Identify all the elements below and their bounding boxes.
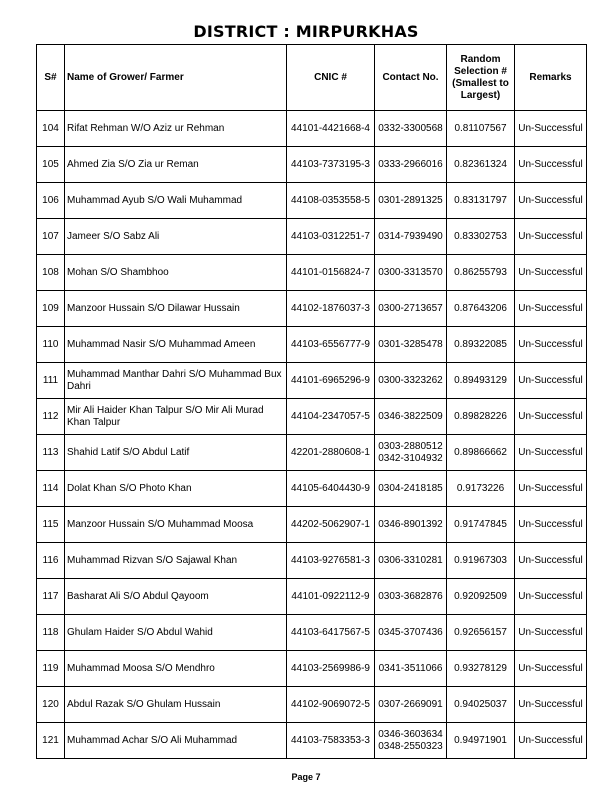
cell-sno: 121 [37,723,65,759]
cell-sno: 111 [37,363,65,399]
cell-name: Muhammad Achar S/O Ali Muhammad [65,723,287,759]
cell-cnic: 44103-6556777-9 [287,327,375,363]
table-header-row [37,45,587,111]
contact-number: 0300-3313570 [378,266,443,278]
cell-cnic: 44101-0922112-9 [287,579,375,615]
contact-number: 0307-2669091 [378,698,443,710]
contact-number: 0301-2891325 [378,194,443,206]
cell-cnic: 44103-6417567-5 [287,615,375,651]
cell-contact [375,363,447,399]
cell-remarks: Un-Successful [515,687,587,723]
cell-remarks: Un-Successful [515,183,587,219]
cell-remarks: Un-Successful [515,543,587,579]
cell-name: Basharat Ali S/O Abdul Qayoom [65,579,287,615]
cell-name: Ghulam Haider S/O Abdul Wahid [65,615,287,651]
header-remarks: Remarks [515,45,587,111]
cell-sno: 118 [37,615,65,651]
cell-name: Mohan S/O Shambhoo [65,255,287,291]
cell-name: Muhammad Manthar Dahri S/O Muhammad Bux Dahri [65,363,287,399]
cell-contact [375,507,447,543]
cell-sno: 109 [37,291,65,327]
contact-number: 0346-3603634 [378,728,443,740]
cell-contact [375,291,447,327]
cell-sno: 112 [37,399,65,435]
contact-number: 0300-3323262 [378,374,443,386]
contact-number: 0300-2713657 [378,302,443,314]
cell-contact [375,651,447,687]
cell-remarks: Un-Successful [515,507,587,543]
cell-remarks: Un-Successful [515,255,587,291]
cell-cnic: 44101-0156824-7 [287,255,375,291]
cell-sno: 114 [37,471,65,507]
cell-random-selection: 0.89866662 [447,435,515,471]
header-contact: Contact No. [375,45,447,111]
contact-number: 0332-3300568 [378,122,443,134]
table-row [37,543,587,579]
cell-name: Ahmed Zia S/O Zia ur Reman [65,147,287,183]
contact-number: 0348-2550323 [378,740,443,752]
cell-contact [375,615,447,651]
cell-random-selection: 0.91967303 [447,543,515,579]
cell-cnic: 44103-2569986-9 [287,651,375,687]
cell-random-selection: 0.89828226 [447,399,515,435]
contact-number: 0333-2966016 [378,158,443,170]
cell-sno: 120 [37,687,65,723]
cell-name: Muhammad Rizvan S/O Sajawal Khan [65,543,287,579]
cell-random-selection: 0.89322085 [447,327,515,363]
cell-name: Muhammad Ayub S/O Wali Muhammad [65,183,287,219]
cell-cnic: 44101-6965296-9 [287,363,375,399]
contact-number: 0342-3104932 [378,452,443,464]
table-row [37,579,587,615]
cell-sno: 106 [37,183,65,219]
cell-contact [375,543,447,579]
page-title: DISTRICT : MIRPURKHAS [193,22,419,41]
cell-contact [375,327,447,363]
contact-number: 0314-7939490 [378,230,443,242]
cell-contact [375,183,447,219]
cell-contact [375,111,447,147]
contact-number: 0345-3707436 [378,626,443,638]
cell-cnic: 44103-0312251-7 [287,219,375,255]
cell-contact [375,723,447,759]
contact-number: 0306-3310281 [378,554,443,566]
cell-random-selection: 0.81107567 [447,111,515,147]
cell-name: Mir Ali Haider Khan Talpur S/O Mir Ali Murad Khan Talpur [65,399,287,435]
cell-remarks: Un-Successful [515,111,587,147]
cell-sno: 105 [37,147,65,183]
cell-random-selection: 0.92092509 [447,579,515,615]
cell-cnic: 44103-9276581-3 [287,543,375,579]
cell-name: Abdul Razak S/O Ghulam Hussain [65,687,287,723]
cell-sno: 107 [37,219,65,255]
contact-number: 0346-3822509 [378,410,443,422]
table-row [37,471,587,507]
header-cnic: CNIC # [287,45,375,111]
cell-random-selection: 0.89493129 [447,363,515,399]
contact-number: 0303-2880512 [378,440,443,452]
cell-random-selection: 0.82361324 [447,147,515,183]
cell-cnic: 42201-2880608-1 [287,435,375,471]
cell-remarks: Un-Successful [515,219,587,255]
cell-cnic: 44101-4421668-4 [287,111,375,147]
cell-cnic: 44104-2347057-5 [287,399,375,435]
table-row [37,723,587,759]
contact-number: 0346-8901392 [378,518,443,530]
table-row [37,147,587,183]
cell-random-selection: 0.92656157 [447,615,515,651]
table-row [37,327,587,363]
cell-cnic: 44105-6404430-9 [287,471,375,507]
cell-sno: 110 [37,327,65,363]
table-row [37,219,587,255]
cell-name: Rifat Rehman W/O Aziz ur Rehman [65,111,287,147]
contact-number: 0341-3511066 [378,662,443,674]
cell-name: Manzoor Hussain S/O Dilawar Hussain [65,291,287,327]
cell-cnic: 44102-9069072-5 [287,687,375,723]
cell-sno: 113 [37,435,65,471]
table-row [37,615,587,651]
cell-contact [375,219,447,255]
cell-sno: 108 [37,255,65,291]
header-random-selection: Random Selection # (Smallest to Largest) [447,45,515,111]
cell-contact [375,399,447,435]
cell-remarks: Un-Successful [515,147,587,183]
cell-cnic: 44102-1876037-3 [287,291,375,327]
header-sno: S# [37,45,65,111]
table-row [37,183,587,219]
cell-contact [375,579,447,615]
cell-cnic: 44202-5062907-1 [287,507,375,543]
cell-remarks: Un-Successful [515,651,587,687]
growers-table [36,44,587,759]
cell-contact [375,471,447,507]
contact-number: 0304-2418185 [378,482,443,494]
cell-cnic: 44103-7373195-3 [287,147,375,183]
cell-cnic: 44103-7583353-3 [287,723,375,759]
cell-remarks: Un-Successful [515,615,587,651]
contact-number: 0301-3285478 [378,338,443,350]
cell-contact [375,147,447,183]
cell-sno: 115 [37,507,65,543]
header-name: Name of Grower/ Farmer [65,45,287,111]
cell-random-selection: 0.94971901 [447,723,515,759]
cell-remarks: Un-Successful [515,723,587,759]
cell-name: Manzoor Hussain S/O Muhammad Moosa [65,507,287,543]
contact-number: 0303-3682876 [378,590,443,602]
cell-random-selection: 0.94025037 [447,687,515,723]
table-row [37,255,587,291]
table-row [37,111,587,147]
cell-remarks: Un-Successful [515,399,587,435]
cell-name: Muhammad Nasir S/O Muhammad Ameen [65,327,287,363]
cell-name: Dolat Khan S/O Photo Khan [65,471,287,507]
cell-remarks: Un-Successful [515,291,587,327]
cell-random-selection: 0.86255793 [447,255,515,291]
cell-contact [375,435,447,471]
cell-random-selection: 0.93278129 [447,651,515,687]
cell-random-selection: 0.91747845 [447,507,515,543]
cell-contact [375,255,447,291]
cell-random-selection: 0.83302753 [447,219,515,255]
cell-contact [375,687,447,723]
cell-remarks: Un-Successful [515,471,587,507]
cell-name: Shahid Latif S/O Abdul Latif [65,435,287,471]
cell-remarks: Un-Successful [515,363,587,399]
table-row [37,507,587,543]
table-body [37,111,587,759]
cell-sno: 119 [37,651,65,687]
cell-random-selection: 0.87643206 [447,291,515,327]
cell-random-selection: 0.9173226 [447,471,515,507]
table-row [37,687,587,723]
cell-cnic: 44108-0353558-5 [287,183,375,219]
cell-name: Muhammad Moosa S/O Mendhro [65,651,287,687]
table-row [37,651,587,687]
table-row [37,291,587,327]
cell-sno: 104 [37,111,65,147]
cell-remarks: Un-Successful [515,579,587,615]
table-row [37,435,587,471]
cell-random-selection: 0.83131797 [447,183,515,219]
cell-name: Jameer S/O Sabz Ali [65,219,287,255]
table-row [37,363,587,399]
table-row [37,399,587,435]
cell-remarks: Un-Successful [515,327,587,363]
page-number: Page 7 [291,772,321,782]
cell-sno: 116 [37,543,65,579]
cell-remarks: Un-Successful [515,435,587,471]
cell-sno: 117 [37,579,65,615]
